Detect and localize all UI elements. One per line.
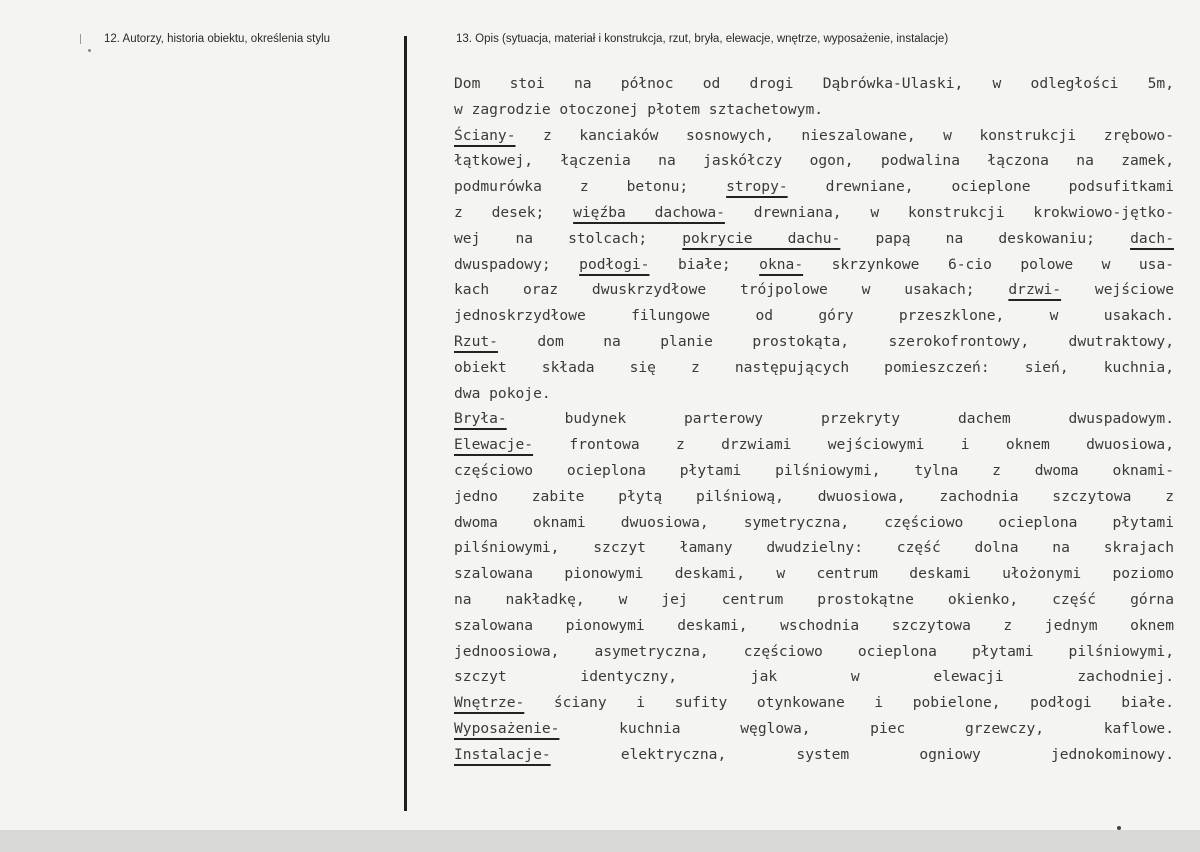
margin-mark xyxy=(80,34,81,44)
text-segment: dwa pokoje. xyxy=(454,384,551,402)
text-line xyxy=(454,716,1174,742)
text-segment: jednoskrzydłowe filungowe od góry przeszklone, w usakach. xyxy=(454,307,1174,325)
underlined-term: Instalacje- xyxy=(454,745,551,763)
underlined-term: Elewacje- xyxy=(454,436,534,454)
text-line xyxy=(454,432,1174,458)
text-segment: pilśniowymi, szczyt łamany dwudzielny: część dolna na skrajach xyxy=(454,539,1174,557)
text-line xyxy=(454,639,1174,665)
text-segment: dwoma oknami dwuosiowa, symetryczna, częściowo ocieplona płytami xyxy=(454,513,1174,531)
text-segment: drewniane, ocieplone podsufitkami xyxy=(787,178,1174,196)
text-line xyxy=(454,742,1174,768)
text-segment: dwuspadowy; xyxy=(454,255,580,273)
underlined-term: Wyposażenie- xyxy=(454,719,560,737)
text-segment: z desek; xyxy=(454,203,574,221)
underlined-term: Ściany- xyxy=(454,126,516,144)
underlined-term: dach- xyxy=(1130,229,1174,247)
text-segment: kuchnia węglowa, piec grzewczy, kaflowe. xyxy=(559,719,1174,737)
text-line xyxy=(454,97,1174,123)
text-segment: skrzynkowe 6-cio polowe w usa- xyxy=(803,255,1174,273)
text-line xyxy=(454,123,1174,149)
text-line xyxy=(454,664,1174,690)
text-segment: jednoosiowa, asymetryczna, częściowo ocieplona płytami pilśniowymi, xyxy=(454,642,1174,660)
text-segment: drewniana, w konstrukcji krokwiowo-jętko- xyxy=(724,203,1174,221)
text-line xyxy=(454,226,1174,252)
section-13-heading: 13. Opis (sytuacja, materiał i konstrukcja, rzut, bryła, elewacje, wnętrze, wyposażenie, instalacje) xyxy=(456,33,949,45)
text-line xyxy=(454,510,1174,536)
text-line xyxy=(454,355,1174,381)
text-segment: jedno zabite płytą pilśniową, dwuosiowa, zachodnia szczytowa z xyxy=(454,487,1174,505)
text-segment: łątkowej, łączenia na jaskółczy ogon, podwalina łączona na zamek, xyxy=(454,152,1174,170)
margin-dot xyxy=(88,49,91,52)
text-segment: w zagrodzie otoczonej płotem sztachetowym. xyxy=(454,100,824,118)
text-line xyxy=(454,200,1174,226)
text-segment: wej na stolcach; xyxy=(454,229,683,247)
text-line xyxy=(454,484,1174,510)
scan-bottom-edge xyxy=(0,830,1200,852)
underlined-term: więźba dachowa- xyxy=(573,203,725,221)
text-segment: dom na planie prostokąta, szerokofrontowy, dwutraktowy, xyxy=(497,332,1174,350)
underlined-term: podłogi- xyxy=(579,255,650,273)
text-segment: szalowana pionowymi deskami, wschodnia szczytowa z jednym oknem xyxy=(454,616,1174,634)
text-line xyxy=(454,406,1174,432)
text-line xyxy=(454,277,1174,303)
text-segment: budynek parterowy przekryty dachem dwuspadowym. xyxy=(506,410,1174,428)
underlined-term: Rzut- xyxy=(454,332,498,350)
text-segment: papą na deskowaniu; xyxy=(840,229,1131,247)
text-segment: obiekt składa się z następujących pomieszczeń: sień, kuchnia, xyxy=(454,358,1174,376)
text-segment: z kanciaków sosnowych, nieszalowane, w konstrukcji zrębowo- xyxy=(515,126,1174,144)
section-12-heading: 12. Autorzy, historia obiektu, określenia stylu xyxy=(104,33,331,45)
text-segment: szczyt identyczny, jak w elewacji zachodniej. xyxy=(454,668,1174,686)
text-line xyxy=(454,613,1174,639)
text-segment: frontowa z drzwiami wejściowymi i oknem dwuosiowa, xyxy=(533,436,1174,454)
text-line xyxy=(454,252,1174,278)
text-segment: szalowana pionowymi deskami, w centrum deskami ułożonymi poziomo xyxy=(454,565,1174,583)
text-line xyxy=(454,458,1174,484)
underlined-term: Bryła- xyxy=(454,410,507,428)
text-line xyxy=(454,535,1174,561)
text-segment: białe; xyxy=(649,255,760,273)
column-divider xyxy=(404,36,407,811)
underlined-term: stropy- xyxy=(726,178,788,196)
text-line xyxy=(454,561,1174,587)
text-line xyxy=(454,587,1174,613)
text-segment: ściany i sufity otynkowane i pobielone, podłogi białe. xyxy=(524,694,1174,712)
underlined-term: okna- xyxy=(759,255,804,273)
text-line xyxy=(454,381,1174,407)
text-segment: na nakładkę, w jej centrum prostokątne okienko, część górna xyxy=(454,590,1174,608)
text-line xyxy=(454,71,1174,97)
text-line xyxy=(454,174,1174,200)
text-segment: elektryczna, system ogniowy jednokominowy. xyxy=(550,745,1174,763)
text-line xyxy=(454,303,1174,329)
text-segment: podmurówka z betonu; xyxy=(454,178,727,196)
text-segment: kach oraz dwuskrzydłowe trójpolowe w usakach; xyxy=(454,281,1009,299)
description-text xyxy=(454,71,1174,768)
text-segment: częściowo ocieplona płytami pilśniowymi, tylna z dwoma oknami- xyxy=(454,461,1174,479)
underlined-term: drzwi- xyxy=(1008,281,1062,299)
underlined-term: pokrycie dachu- xyxy=(682,229,841,247)
text-line xyxy=(454,329,1174,355)
text-line xyxy=(454,690,1174,716)
text-segment: Dom stoi na północ od drogi Dąbrówka-Ulaski, w odległości 5m, xyxy=(454,75,1174,92)
underlined-term: Wnętrze- xyxy=(454,694,525,712)
text-segment: wejściowe xyxy=(1061,281,1174,299)
text-line xyxy=(454,148,1174,174)
